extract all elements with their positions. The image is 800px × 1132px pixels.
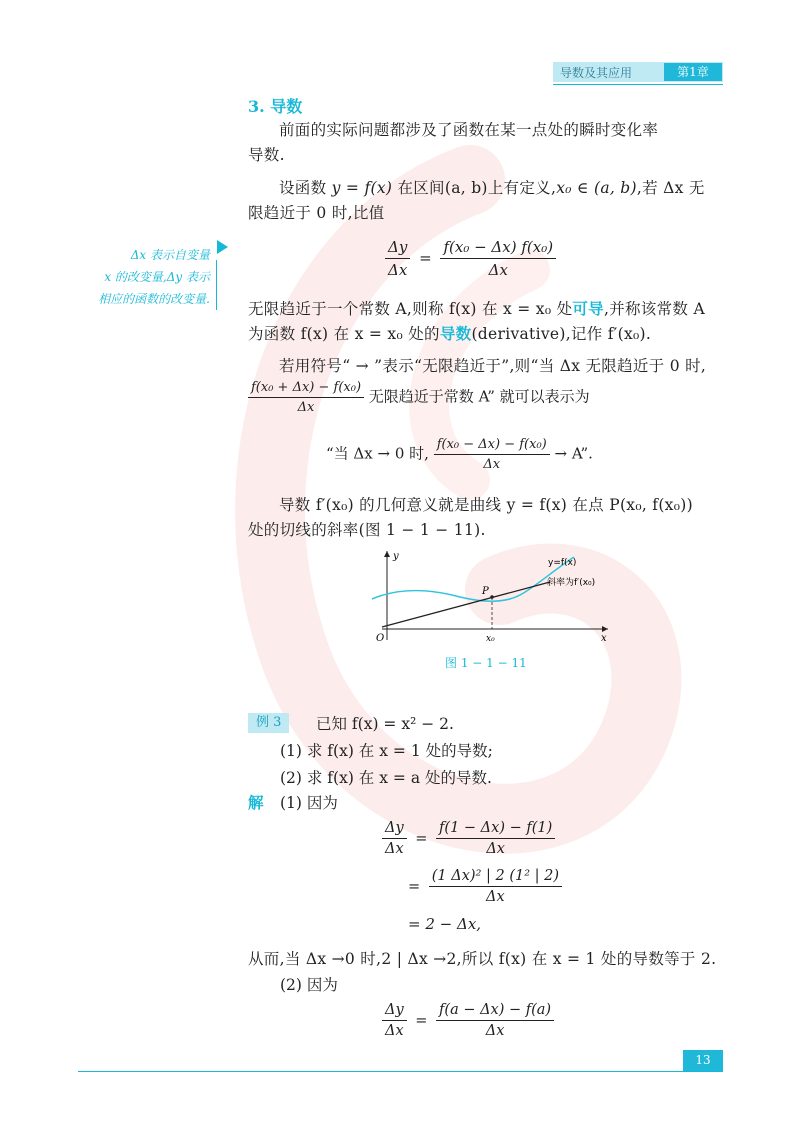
denominator: Δx [297,400,315,415]
text: “当 Δx → 0 时, [326,444,429,463]
numerator: f(x₀ − Δx) f(x₀) [440,238,556,259]
margin-note [70,244,210,310]
origin-label: O [376,633,385,644]
notation-line-1: 若用符号“ → ”表示“无限趋近于”,则“当 Δx 无限趋近于 0 时, [279,357,707,375]
curve-label: y=f(x) [548,558,577,568]
numerator: f(x₀ − Δx) − f(x₀) [434,437,550,455]
note-line: 相应的函数的改变量. [98,292,210,306]
keyword-derivative: 导数 [439,324,472,343]
page-number: 13 [683,1050,723,1071]
numerator: Δy [382,1002,407,1021]
text: 为函数 f(x) 在 x = x₀ 处的 [248,325,440,343]
tangent-label: 斜率为f′(x₀) [547,578,596,588]
text: 无限趋近于常数 A” 就可以表示为 [364,387,590,406]
fraction [385,238,410,279]
math: y = f(x) [331,179,393,197]
example-question-2: (2) 求 f(x) 在 x = a 处的导数. [280,769,492,787]
text: 设函数 [279,179,332,197]
solution-equation-4 [382,1002,554,1039]
header-divider [553,84,723,85]
x0-label: x₀ [486,634,495,644]
point-p [490,595,494,599]
notation-display [326,437,593,472]
intro-line-2: 导数. [248,146,285,164]
margin-note-rule [216,260,217,310]
numerator: Δy [385,238,410,259]
solution-label: 解 [248,793,264,812]
definition-line-3 [248,296,723,322]
solution-equation-3: = 2 − Δx, [408,915,482,933]
equals-sign: = [415,830,428,847]
numerator: f(1 − Δx) − f(1) [436,820,555,839]
denominator: Δx [486,889,505,905]
fraction [382,1002,407,1039]
fraction [382,820,407,857]
numerator: Δy [382,820,407,839]
denominator: Δx [486,841,505,857]
fraction [248,380,364,415]
numerator: f(x₀ + Δx) − f(x₀) [248,380,364,398]
denominator: Δx [488,261,508,279]
notation-line-2 [248,380,590,415]
keyword-differentiable: 可导 [572,299,604,318]
solution-equation-1 [382,820,555,857]
text: 无限趋近于一个常数 A,则称 f(x) 在 x = x₀ 处 [248,300,573,318]
margin-note-pointer-icon [217,240,228,254]
section-title: 3. 导数 [248,97,303,116]
y-axis-label: y [393,551,399,562]
text: → A”. [554,444,593,463]
note-line: Δx 表示自变量 [130,248,210,262]
fraction [436,820,555,857]
denominator: Δx [388,261,408,279]
fraction [436,1002,554,1039]
footer-divider [78,1071,723,1072]
point-label: P [482,586,489,597]
tangent-line [382,582,550,627]
solution-equation-2 [408,868,562,905]
solution-part-2: (2) 因为 [280,976,338,994]
note-line: x 的改变量,Δy 表示 [104,270,210,284]
equals-sign: = [419,248,432,267]
example-label: 例 3 [248,713,289,733]
tangent-figure [360,545,620,650]
intro-line-1: 前面的实际问题都涉及了函数在某一点处的瞬时变化率 [279,121,659,139]
chapter-badge: 第1章 [664,63,722,81]
equals-sign: = [415,1012,428,1029]
text: ,并称该常数 A [603,300,705,318]
math: x₀ ∈ (a, b) [556,179,637,197]
definition-line-2: 限趋近于 0 时,比值 [248,204,385,222]
fraction [434,437,550,472]
text: (derivative),记作 f′(x₀). [471,325,652,343]
denominator: Δx [485,1023,505,1039]
geometric-line-1: 导数 f′(x₀) 的几何意义就是曲线 y = f(x) 在点 P(x₀, f(x₀)) [279,496,693,514]
book-title: 导数及其应用 [560,66,633,80]
denominator: Δx [385,1023,404,1039]
denominator: Δx [483,457,501,472]
definition-line-1 [248,176,723,201]
solution-part-1: (1) 因为 [280,794,338,812]
figure-caption: 图 1 − 1 − 11 [445,656,527,670]
x-axis-label: x [601,633,607,644]
numerator: (1 Δx)² | 2 (1² | 2) [429,868,562,887]
example-question-1: (1) 求 f(x) 在 x = 1 处的导数; [280,742,493,760]
fraction [440,238,556,279]
fraction [429,868,562,905]
geometric-line-2: 处的切线的斜率(图 1 − 1 − 11). [248,521,486,539]
denominator: Δx [385,841,404,857]
text: ,若 Δx 无 [636,179,705,197]
numerator: f(a − Δx) − f(a) [436,1002,554,1021]
text: 在区间(a, b)上有定义, [392,179,557,197]
ratio-formula [385,238,556,279]
definition-line-4 [248,321,723,347]
equals-sign: = [408,878,421,895]
example-statement: 已知 f(x) = x² − 2. [316,715,454,733]
solution-conclusion: 从而,当 Δx →0 时,2 | Δx →2,所以 f(x) 在 x = 1 处的导数等于 2. [248,950,717,968]
function-curve [372,557,577,601]
